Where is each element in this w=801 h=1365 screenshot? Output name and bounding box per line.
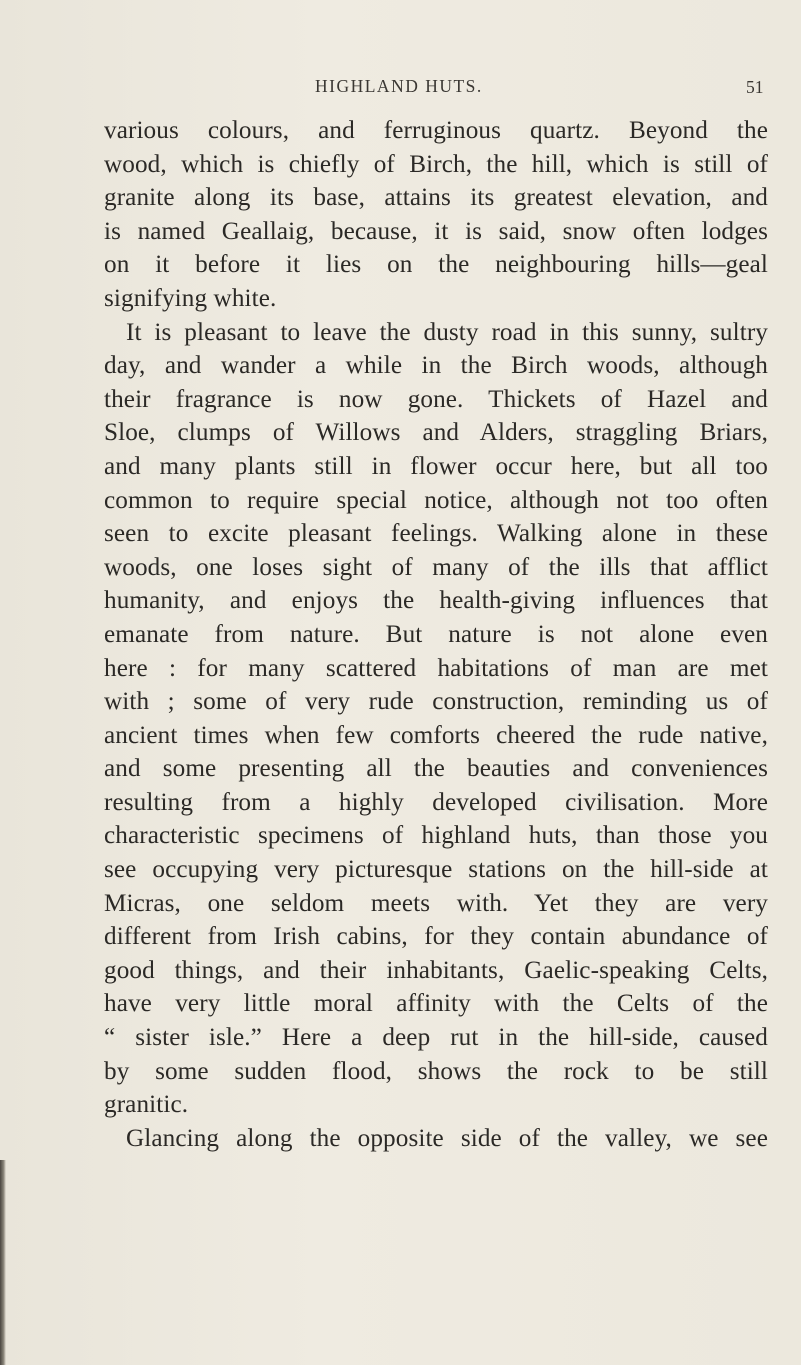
text-line: wood, which is chiefly of Birch, the hill, which is still of (104, 150, 768, 178)
text-line: granite along its base, attains its greatest elevation, and (104, 184, 768, 212)
text-line: their fragrance is now gone. Thickets of Hazel and (104, 385, 768, 413)
text-line: resulting from a highly developed civilisation. More (104, 788, 768, 816)
text-line: It is pleasant to leave the dusty road in this sunny, sultry (126, 318, 768, 346)
text-line: see occupying very picturesque stations on the hill-side at (104, 856, 768, 884)
text-line: day, and wander a while in the Birch woods, although (104, 352, 768, 380)
text-line: seen to excite pleasant feelings. Walking alone in these (104, 520, 768, 548)
text-line: have very little moral affinity with the Celts of the (104, 990, 768, 1018)
running-title: HIGHLAND HUTS. (315, 76, 483, 96)
text-line: here : for many scattered habitations of man are met (104, 654, 768, 682)
text-line: various colours, and ferruginous quartz. Beyond the (104, 117, 768, 144)
text-line: Glancing along the opposite side of the valley, we see (126, 1124, 768, 1152)
text-line: “ sister isle.” Here a deep rut in the hill-side, caused (104, 1024, 768, 1052)
text-line: granitic. (104, 1091, 189, 1119)
text-line: Sloe, clumps of Willows and Alders, straggling Briars, (104, 419, 768, 447)
page-number: 51 (746, 77, 764, 97)
text-line: emanate from nature. But nature is not alone even (104, 620, 768, 648)
text-line: and many plants still in flower occur here, but all too (104, 452, 768, 480)
text-line: on it before it lies on the neighbouring hills—geal (104, 251, 768, 279)
page-edge-shadow (0, 1160, 6, 1365)
text-line: common to require special notice, although not too often (104, 486, 768, 514)
text-line: good things, and their inhabitants, Gaelic-speaking Celts, (104, 956, 768, 984)
text-line: with ; some of very rude construction, reminding us of (104, 688, 768, 716)
text-line: signifying white. (104, 284, 277, 312)
text-line: is named Geallaig, because, it is said, snow often lodges (104, 217, 768, 245)
text-line: Micras, one seldom meets with. Yet they are very (104, 889, 768, 917)
text-line: ancient times when few comforts cheered the rude native, (104, 721, 768, 749)
body-text (104, 114, 768, 1155)
text-line: woods, one loses sight of many of the ills that afflict (104, 553, 768, 581)
text-line: humanity, and enjoys the health-giving influences that (104, 587, 768, 615)
text-line: characteristic specimens of highland huts, than those you (104, 822, 768, 850)
text-line: and some presenting all the beauties and conveniences (104, 755, 768, 783)
running-head (0, 76, 801, 106)
text-line: different from Irish cabins, for they contain abundance of (104, 923, 768, 951)
text-line: by some sudden flood, shows the rock to be still (104, 1057, 768, 1085)
